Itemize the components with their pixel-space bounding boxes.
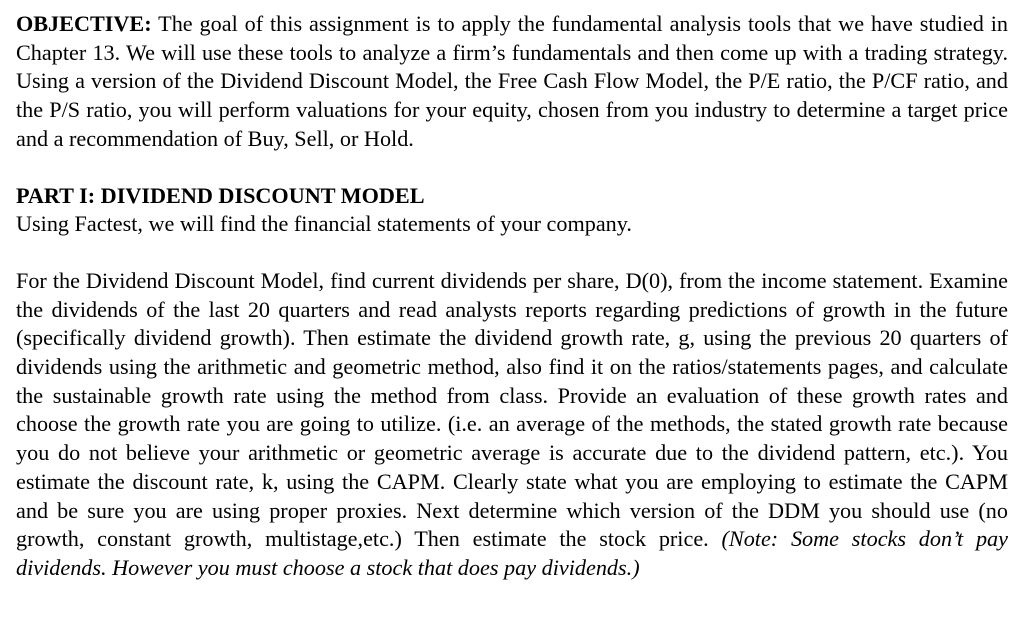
objective-text: The goal of this assignment is to apply the fundamental analysis tools that we have studied in Chapter 13. We will use these tools to analyze a firm’s fundamentals and then come up with a trading strategy. Using a version of the Dividend Discount Model, the Free Cash Flow Model, the P/E ratio, the P/CF ratio, and the P/S ratio, you will perform valuations for your equity, chosen from you industry to determine a target price and a recommendation of Buy, Sell, or Hold. <box>16 11 1008 151</box>
part1-heading: PART I: DIVIDEND DISCOUNT MODEL <box>16 182 425 208</box>
ddm-instructions-paragraph <box>16 267 1008 583</box>
dividend-note: (Note: Some stocks don’t pay dividends. However you must choose a stock that does pay dividends.) <box>16 526 1008 580</box>
objective-label: OBJECTIVE: <box>16 11 152 36</box>
ddm-instructions-text: For the Dividend Discount Model, find current dividends per share, D(0), from the income statement. Examine the dividends of the last 20 quarters and read analysts reports regarding predictions of growth in the future (specifically dividend growth). Then estimate the dividend growth rate, g, using the previous 20 quarters of dividends using the arithmetic and geometric method, also find it on the ratios/statements pages, and calculate the sustainable growth rate using the method from class. Provide an evaluation of these growth rates and choose the growth rate you are going to utilize. (i.e. an average of the methods, the stated growth rate because you do not believe your arithmetic or geometric average is accurate due to the dividend pattern, etc.). You estimate the discount rate, k, using the CAPM. Clearly state what you are employing to estimate the CAPM and be sure you are using proper proxies. Next determine which version of the DDM you should use (no growth, constant growth, multistage,etc.) Then estimate the stock price. <box>16 267 1008 552</box>
objective-paragraph <box>16 10 1008 154</box>
part1-intro: Using Factest, we will find the financial statements of your company. <box>16 211 632 237</box>
